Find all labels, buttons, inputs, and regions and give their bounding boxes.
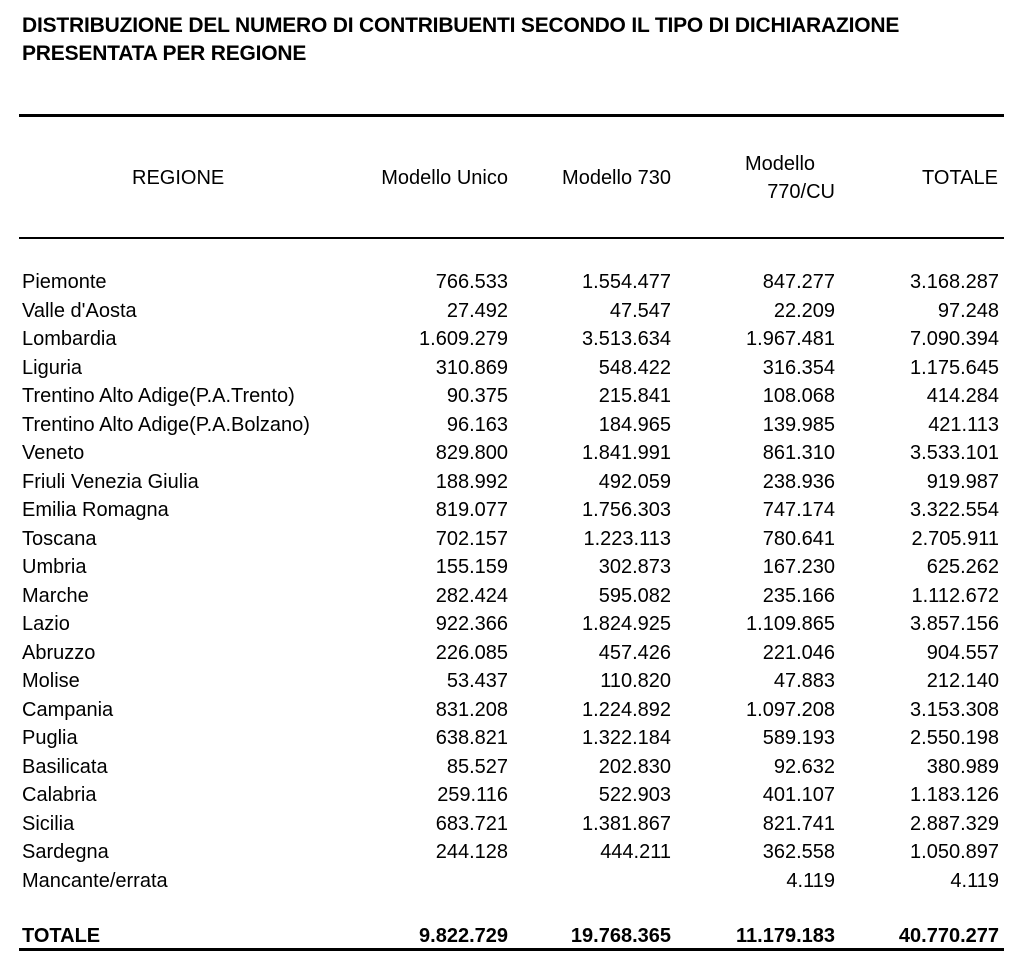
table-row (22, 411, 999, 440)
cell-modello-730: 457.426 (598, 641, 671, 664)
cell-totale: 1.183.126 (910, 784, 999, 806)
header-modello-770-line1: Modello (744, 153, 816, 175)
cell-modello-730: 1.223.113 (583, 527, 671, 550)
cell-modello-770: 747.174 (762, 499, 835, 521)
cell-region: Valle d'Aosta (22, 299, 137, 322)
cell-modello-unico (352, 867, 508, 896)
cell-totale: 1.175.645 (910, 356, 999, 379)
cell-modello-770: 47.883 (773, 670, 835, 692)
cell-region: Veneto (22, 442, 85, 464)
cell-modello-770: 861.310 (762, 442, 835, 464)
cell-modello-730: 595.082 (598, 584, 671, 607)
table-row (22, 468, 999, 497)
cell-region: Trentino Alto Adige(P.A.Trento) (22, 385, 295, 407)
cell-totale: 7.090.394 (910, 328, 999, 350)
cell-modello-unico: 155.159 (435, 556, 508, 578)
cell-modello-730: 492.059 (598, 470, 671, 493)
cell-region: Emilia Romagna (22, 499, 169, 521)
data-table (22, 268, 999, 895)
table-row (22, 724, 999, 753)
title-line-2: PRESENTATA PER REGIONE (22, 42, 307, 65)
cell-modello-unico: 766.533 (435, 271, 508, 293)
cell-modello-730: 1.824.925 (582, 613, 671, 635)
header-region: REGIONE (132, 167, 225, 189)
table-row (22, 753, 999, 782)
cell-modello-unico: 922.366 (435, 613, 508, 635)
cell-modello-unico: 282.424 (435, 584, 508, 607)
cell-modello-770: 238.936 (762, 470, 835, 493)
table-row (22, 582, 999, 611)
header-modello-730: Modello 730 (562, 167, 671, 189)
table-row (22, 696, 999, 725)
cell-modello-770: 316.354 (762, 356, 835, 379)
cell-modello-770: 1.109.865 (746, 613, 835, 635)
cell-totale: 3.153.308 (910, 698, 999, 721)
total-row (22, 922, 999, 950)
cell-totale: 904.557 (926, 641, 999, 664)
cell-totale: 919.987 (926, 470, 999, 493)
cell-modello-unico: 226.085 (435, 641, 508, 664)
cell-region: Mancante/errata (22, 869, 168, 892)
cell-modello-unico: 90.375 (446, 385, 508, 407)
cell-totale: 1.112.672 (911, 584, 999, 607)
cell-modello-unico: 831.208 (435, 698, 508, 721)
cell-region: Basilicata (22, 755, 108, 778)
cell-modello-770: 92.632 (773, 755, 835, 778)
cell-region: Sicilia (22, 812, 75, 835)
cell-modello-770: 139.985 (762, 413, 835, 436)
cell-totale: 1.050.897 (910, 841, 999, 863)
total-label: TOTALE (22, 925, 101, 947)
cell-totale: 380.989 (926, 755, 999, 778)
cell-modello-770: 1.967.481 (746, 328, 835, 350)
cell-modello-730: 548.422 (598, 356, 671, 379)
cell-modello-770: 589.193 (762, 727, 835, 749)
cell-region: Friuli Venezia Giulia (22, 470, 199, 493)
cell-region: Toscana (22, 527, 97, 550)
cell-totale: 2.705.911 (911, 527, 999, 550)
table-row (22, 525, 999, 554)
header-modello-770-line2: 770/CU (767, 181, 835, 203)
total-770: 11.179.183 (736, 925, 835, 947)
header-modello-770 (715, 150, 835, 206)
document-title (22, 12, 1002, 68)
cell-totale: 3.533.101 (910, 442, 999, 464)
cell-totale: 414.284 (926, 385, 999, 407)
cell-modello-730: 47.547 (609, 299, 671, 322)
cell-modello-unico: 53.437 (446, 670, 508, 692)
cell-modello-770: 167.230 (762, 556, 835, 578)
cell-modello-730: 110.820 (600, 670, 671, 692)
bottom-rule (19, 948, 1004, 951)
table-row (22, 639, 999, 668)
table-row (22, 382, 999, 411)
cell-region: Lombardia (22, 328, 117, 350)
cell-modello-unico: 96.163 (446, 413, 508, 436)
cell-modello-unico: 683.721 (435, 812, 508, 835)
cell-modello-770: 221.046 (762, 641, 835, 664)
cell-region: Campania (22, 698, 114, 721)
cell-modello-730 (508, 867, 671, 896)
cell-totale: 212.140 (926, 670, 999, 692)
cell-modello-730: 3.513.634 (582, 328, 671, 350)
cell-modello-730: 215.841 (598, 385, 671, 407)
cell-modello-unico: 85.527 (446, 755, 508, 778)
cell-totale: 3.857.156 (910, 613, 999, 635)
total-730: 19.768.365 (570, 925, 671, 947)
cell-region: Puglia (22, 727, 78, 749)
cell-region: Molise (22, 670, 80, 692)
cell-region: Umbria (22, 556, 87, 578)
table-row (22, 553, 999, 582)
cell-modello-730: 444.211 (600, 841, 671, 863)
table-row (22, 496, 999, 525)
cell-totale: 2.550.198 (910, 727, 999, 749)
cell-region: Calabria (22, 784, 97, 806)
cell-modello-730: 202.830 (598, 755, 671, 778)
cell-modello-unico: 1.609.279 (419, 328, 508, 350)
cell-modello-730: 1.322.184 (582, 727, 671, 749)
cell-modello-unico: 244.128 (435, 841, 508, 863)
cell-modello-unico: 702.157 (435, 527, 508, 550)
table-row (22, 810, 999, 839)
cell-totale: 3.168.287 (910, 271, 999, 293)
table-row (22, 297, 999, 326)
cell-region: Piemonte (22, 271, 107, 293)
cell-modello-unico: 310.869 (435, 356, 508, 379)
table-row (22, 838, 999, 867)
header-totale: TOTALE (922, 167, 998, 189)
cell-modello-730: 522.903 (598, 784, 671, 806)
cell-region: Sardegna (22, 841, 109, 863)
total-totale: 40.770.277 (898, 925, 999, 947)
cell-totale: 2.887.329 (910, 812, 999, 835)
cell-region: Lazio (22, 613, 70, 635)
cell-modello-unico: 188.992 (435, 470, 508, 493)
cell-modello-770: 235.166 (762, 584, 835, 607)
cell-modello-unico: 638.821 (435, 727, 508, 749)
table-row (22, 325, 999, 354)
cell-modello-unico: 819.077 (435, 499, 508, 521)
header-modello-unico: Modello Unico (381, 167, 508, 189)
cell-totale: 625.262 (926, 556, 999, 578)
cell-modello-770: 401.107 (762, 784, 835, 806)
cell-modello-730: 1.841.991 (582, 442, 671, 464)
cell-modello-730: 1.554.477 (582, 271, 671, 293)
cell-totale: 421.113 (928, 413, 999, 436)
table-row (22, 867, 999, 896)
cell-modello-730: 184.965 (598, 413, 671, 436)
table-row (22, 354, 999, 383)
cell-modello-770: 22.209 (773, 299, 835, 322)
table-row (22, 610, 999, 639)
table-row (22, 268, 999, 297)
cell-totale: 4.119 (950, 869, 999, 892)
table-row (22, 439, 999, 468)
table-row (22, 667, 999, 696)
cell-totale: 97.248 (937, 299, 999, 322)
cell-modello-770: 1.097.208 (746, 698, 835, 721)
cell-modello-770: 4.119 (786, 869, 835, 892)
cell-totale: 3.322.554 (910, 499, 999, 521)
cell-modello-730: 302.873 (598, 556, 671, 578)
cell-modello-770: 108.068 (762, 385, 835, 407)
cell-modello-unico: 259.116 (437, 784, 508, 806)
cell-modello-730: 1.381.867 (582, 812, 671, 835)
cell-modello-730: 1.224.892 (582, 698, 671, 721)
cell-region: Liguria (22, 356, 83, 379)
cell-modello-770: 780.641 (762, 527, 835, 550)
total-unico: 9.822.729 (419, 925, 508, 947)
cell-region: Abruzzo (22, 641, 96, 664)
cell-modello-730: 1.756.303 (582, 499, 671, 521)
header-rule (19, 237, 1004, 239)
data-table-body (22, 268, 999, 895)
cell-modello-770: 847.277 (762, 271, 835, 293)
title-line-1: DISTRIBUZIONE DEL NUMERO DI CONTRIBUENTI SECONDO IL TIPO DI DICHIARAZIONE (22, 14, 900, 37)
top-rule (19, 114, 1004, 117)
cell-region: Trentino Alto Adige(P.A.Bolzano) (22, 413, 310, 436)
cell-modello-770: 362.558 (762, 841, 835, 863)
table-row (22, 781, 999, 810)
cell-modello-unico: 27.492 (446, 299, 508, 322)
cell-modello-770: 821.741 (762, 812, 835, 835)
cell-modello-unico: 829.800 (435, 442, 508, 464)
cell-region: Marche (22, 584, 89, 607)
